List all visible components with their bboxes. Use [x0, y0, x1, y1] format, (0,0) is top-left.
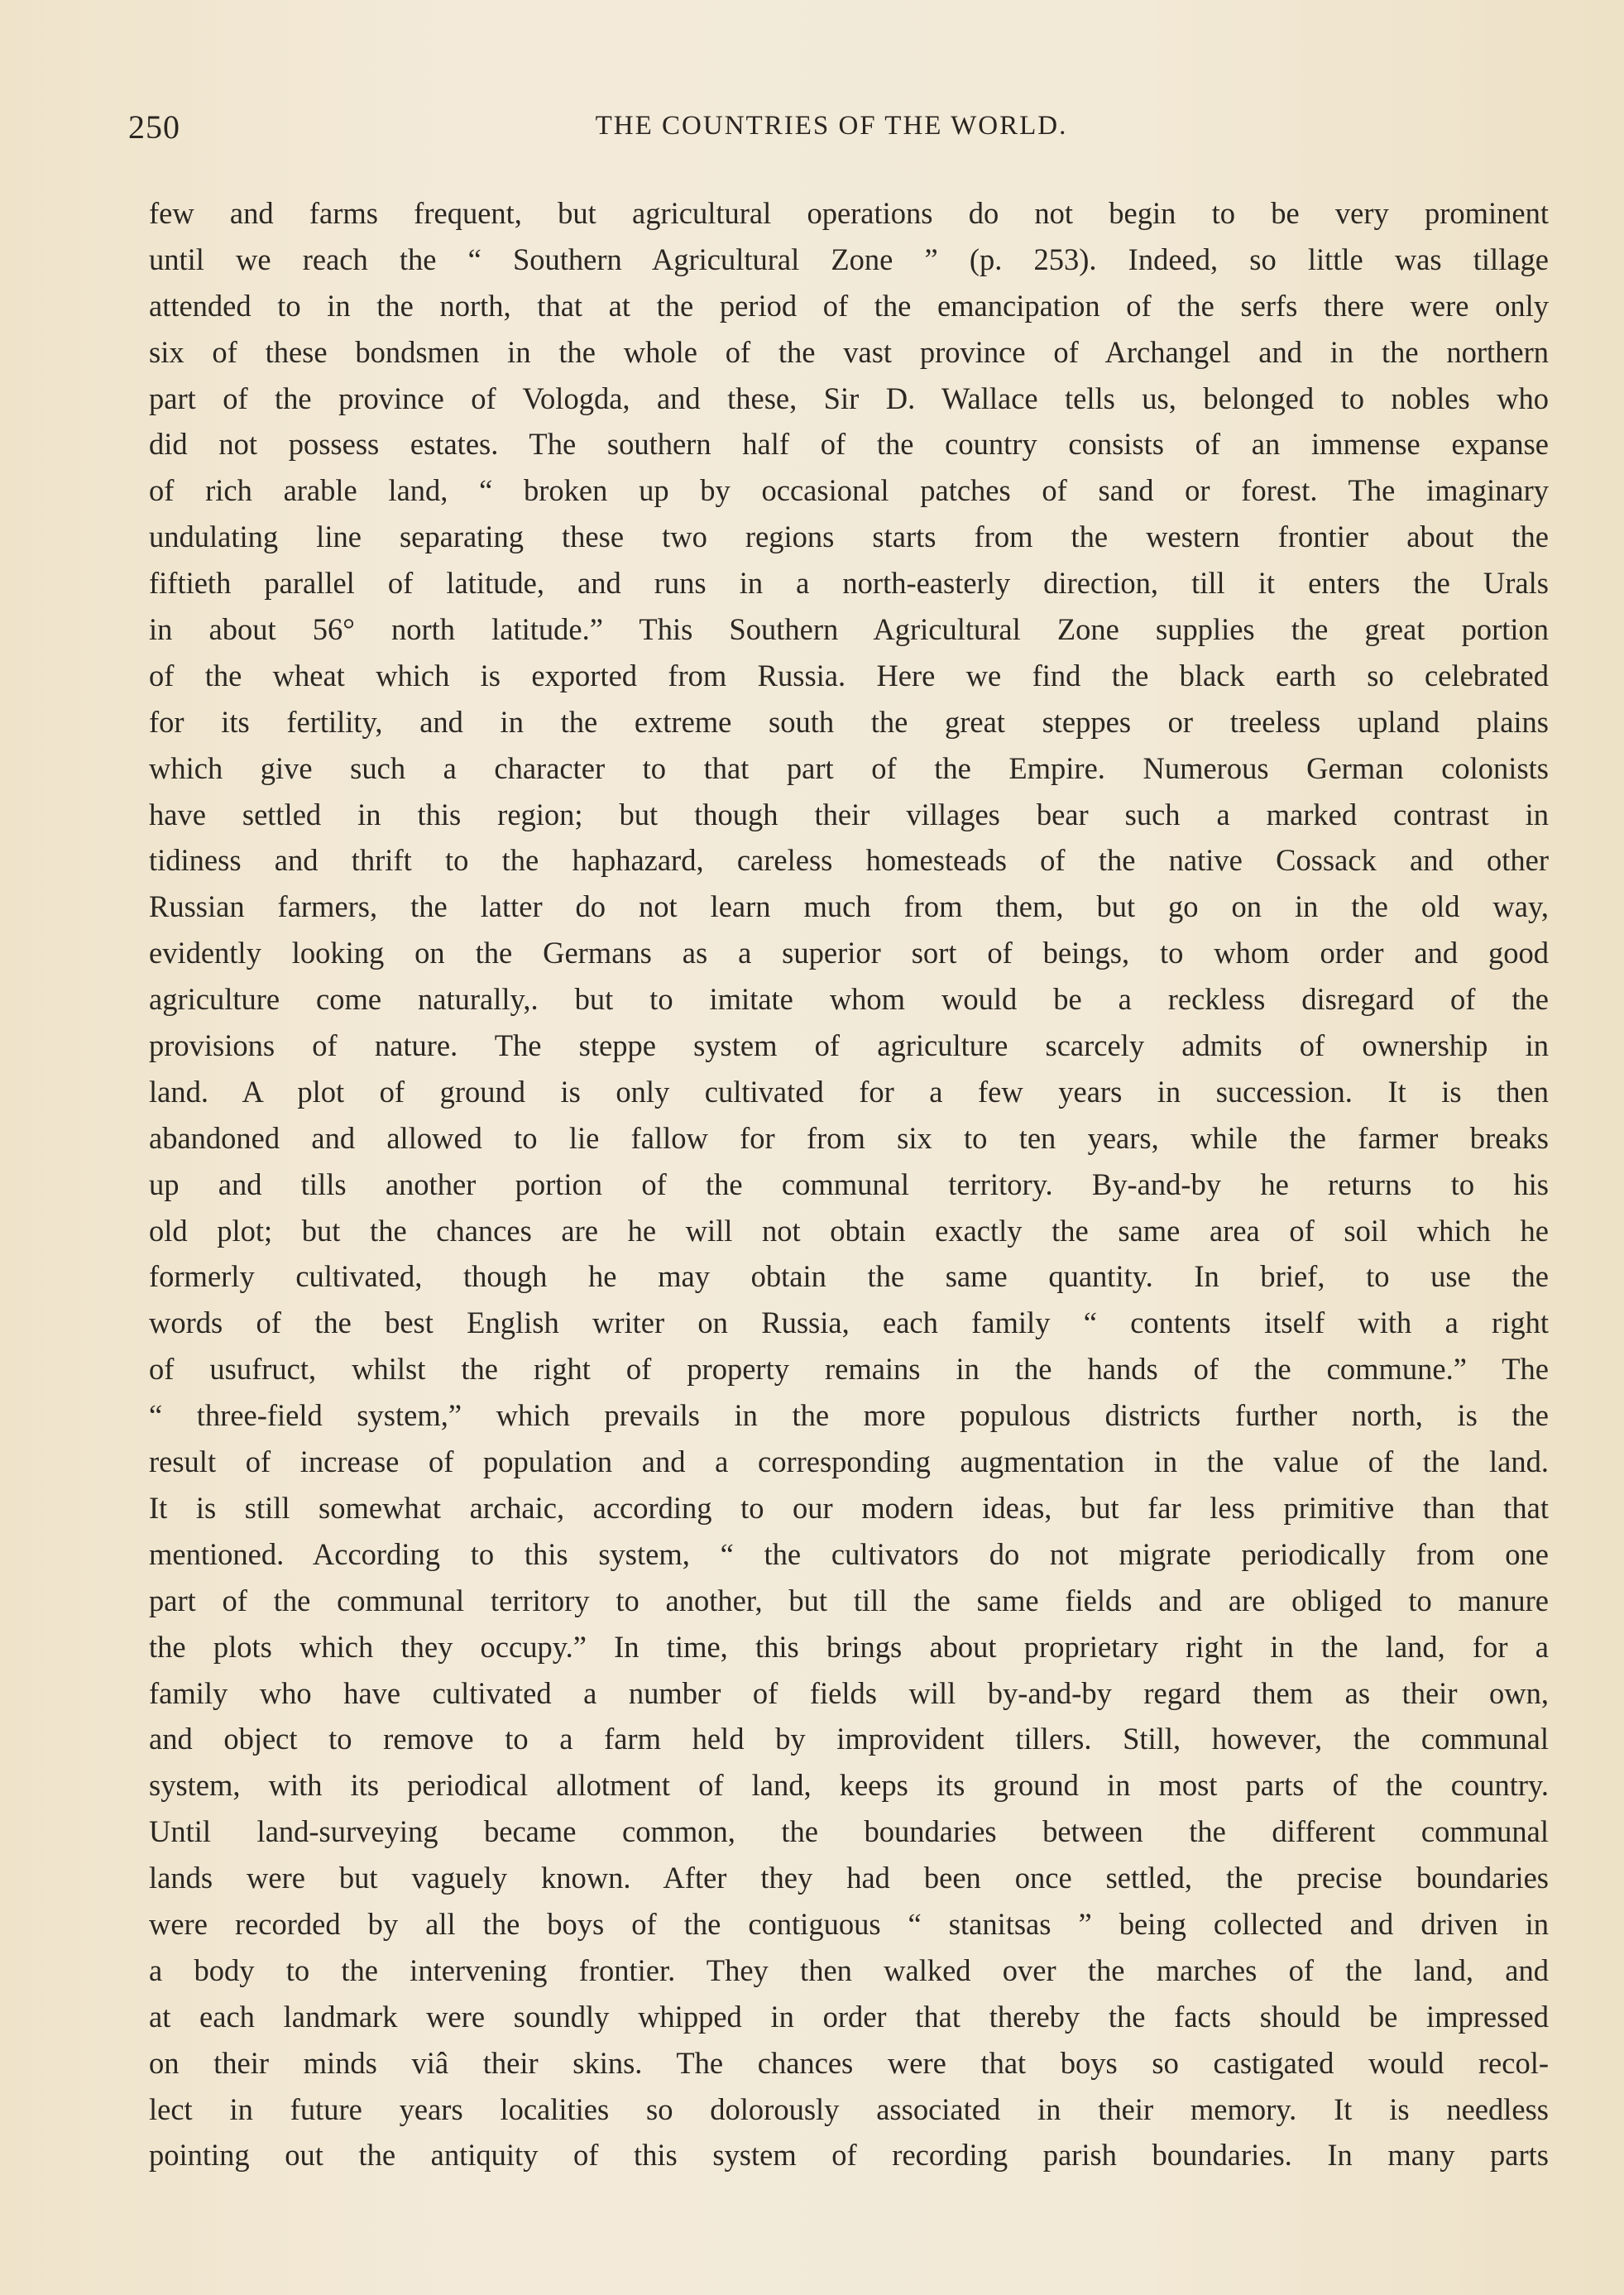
text-line: old plot; but the chances are he will not obtain exactly the same area of soil which he [149, 1213, 1549, 1248]
text-line: lands were but vaguely known. After they had been once settled, the precise boundaries [149, 1861, 1549, 1895]
text-line: part of the province of Vologda, and these, Sir D. Wallace tells us, belonged to nobles who [149, 381, 1549, 415]
running-title: THE COUNTRIES OF THE WORLD. [595, 111, 1068, 141]
text-line: which give such a character to that part of the Empire. Numerous German colonists [149, 750, 1549, 785]
text-line: result of increase of population and a corresponding augmentation in the value of the land. [149, 1445, 1549, 1479]
text-line: undulating line separating these two regions starts from the western frontier about the [149, 520, 1549, 554]
text-line: pointing out the antiquity of this system of recording parish boundaries. In many parts [149, 2138, 1549, 2173]
text-line: of the wheat which is exported from Russia. Here we find the black earth so celebrated [149, 658, 1549, 692]
text-line: up and tills another portion of the communal territory. By-and-by he returns to his [149, 1167, 1549, 1201]
text-line: on their minds viâ their skins. The chances were that boys so castigated would recol- [149, 2045, 1549, 2080]
text-line: agriculture come naturally,. but to imitate whom would be a reckless disregard of the [149, 982, 1549, 1017]
text-line: the plots which they occupy.” In time, this brings about proprietary right in the land, for a [149, 1629, 1549, 1664]
text-line: attended to in the north, that at the period of the emancipation of the serfs there were only [149, 288, 1549, 323]
page-number: 250 [128, 108, 180, 146]
text-line: and object to remove to a farm held by improvident tillers. Still, however, the communal [149, 1722, 1549, 1756]
text-line: at each landmark were soundly whipped in order that thereby the facts should be impressed [149, 1999, 1549, 2034]
text-line: have settled in this region; but though their villages bear such a marked contrast in [149, 797, 1549, 831]
text-line: lect in future years localities so dolorously associated in their memory. It is needless [149, 2091, 1549, 2126]
text-line: land. A plot of ground is only cultivated for a few years in succession. It is then [149, 1074, 1549, 1109]
text-line: words of the best English writer on Russia, each family “ contents itself with a right [149, 1306, 1549, 1340]
text-line: were recorded by all the boys of the contiguous “ stanitsas ” being collected and driven in [149, 1906, 1549, 1941]
text-line: in about 56° north latitude.” This Southern Agricultural Zone supplies the great portion [149, 612, 1549, 647]
body-text [149, 190, 1549, 2178]
text-line: six of these bondsmen in the whole of the vast province of Archangel and in the northern [149, 334, 1549, 369]
text-line: mentioned. According to this system, “ the cultivators do not migrate periodically from one [149, 1536, 1549, 1571]
text-line: of rich arable land, “ broken up by occasional patches of sand or forest. The imaginary [149, 473, 1549, 508]
text-line: fiftieth parallel of latitude, and runs in a north-easterly direction, till it enters the Urals [149, 566, 1549, 601]
text-line: of usufruct, whilst the right of property remains in the hands of the commune.” The [149, 1352, 1549, 1387]
text-line: provisions of nature. The steppe system of agriculture scarcely admits of ownership in [149, 1028, 1549, 1063]
text-line: Russian farmers, the latter do not learn much from them, but go on in the old way, [149, 889, 1549, 924]
text-line: until we reach the “ Southern Agricultural Zone ” (p. 253). Indeed, so little was tillage [149, 242, 1549, 276]
text-line: “ three-field system,” which prevails in the more populous districts further north, is the [149, 1398, 1549, 1433]
text-line: for its fertility, and in the extreme south the great steppes or treeless upland plains [149, 704, 1549, 739]
text-line: did not possess estates. The southern half of the country consists of an immense expanse [149, 427, 1549, 462]
text-line: system, with its periodical allotment of land, keeps its ground in most parts of the country. [149, 1768, 1549, 1803]
text-line: formerly cultivated, though he may obtain the same quantity. In brief, to use the [149, 1259, 1549, 1294]
text-line: part of the communal territory to another, but till the same fields and are obliged to manure [149, 1583, 1549, 1617]
text-line: family who have cultivated a number of fields will by-and-by regard them as their own, [149, 1675, 1549, 1710]
text-line: few and farms frequent, but agricultural operations do not begin to be very prominent [149, 196, 1549, 230]
text-line: tidiness and thrift to the haphazard, careless homesteads of the native Cossack and other [149, 843, 1549, 878]
text-line: a body to the intervening frontier. They then walked over the marches of the land, and [149, 1952, 1549, 1987]
page-header [128, 108, 1535, 157]
text-line: abandoned and allowed to lie fallow for from six to ten years, while the farmer breaks [149, 1120, 1549, 1155]
text-line: Until land-surveying became common, the boundaries between the different communal [149, 1814, 1549, 1849]
text-line: It is still somewhat archaic, according to our modern ideas, but far less primitive than that [149, 1490, 1549, 1525]
text-line: evidently looking on the Germans as a superior sort of beings, to whom order and good [149, 936, 1549, 970]
